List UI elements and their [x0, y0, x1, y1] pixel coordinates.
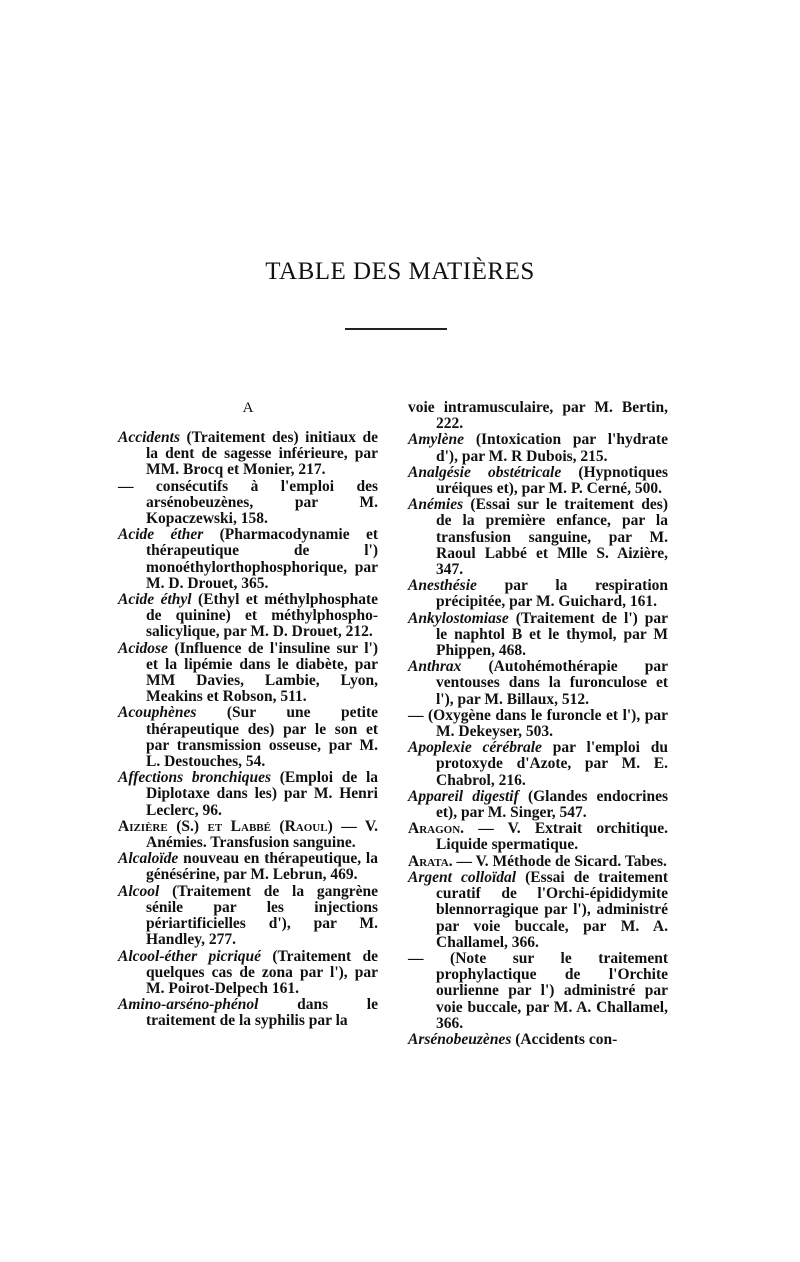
entry-keyword: Ankylostomiase: [408, 609, 509, 627]
entry-text: (Ethyl et méthylphosphate de quinine) et méthylphospho-salicylique, par M. D. Drouet, 212.: [146, 591, 378, 641]
index-entry: [408, 870, 668, 951]
entry-text: (Pharmacodynamie et thérapeutique de l') monoéthylorthophosphorique, par M. D. Drouet, 365.: [146, 526, 378, 592]
index-entry: [408, 1032, 668, 1048]
entry-text: — V. Extrait orchitique. Liquide spermatique.: [436, 820, 668, 854]
index-entry: [408, 708, 668, 740]
entry-text: voie intramusculaire, par M. Bertin, 222.: [408, 399, 668, 433]
entry-keyword: Anémies: [408, 496, 464, 514]
entry-keyword: Alcool-éther picriqué: [118, 947, 262, 965]
index-entry: [408, 821, 668, 853]
index-entry: [408, 951, 668, 1032]
entry-keyword: Accidents: [118, 429, 180, 446]
entry-text: (Traitement de quelques cas de zona par l'), par M. Poirot-Delpech 161.: [146, 947, 378, 997]
entry-keyword: Alcool: [118, 882, 160, 900]
entry-text: (Sur une petite thérapeutique des) par le son et par transmission osseuse, par M. L. Destouches, 54.: [146, 704, 378, 771]
entry-keyword: Anthrax: [408, 658, 462, 676]
entry-text: (Essai de traitement curatif de l'Orchi-épididymite blennorragique par l'), administré par voie buccale, par M. A. Challamel, 366.: [436, 868, 668, 951]
left-column: [118, 400, 378, 1030]
entry-keyword: Affections bronchiques: [118, 769, 272, 787]
entry-text: par l'emploi du protoxyde d'Azote, par M. E. Chabrol, 216.: [436, 739, 668, 789]
index-entry: [118, 430, 378, 479]
index-entry: [118, 851, 378, 883]
section-letter: A: [242, 400, 254, 416]
entry-text: — consécutifs à l'emploi des arsénobeuzènes, par M. Kopaczewski, 158.: [118, 477, 378, 528]
entry-text: — (Oxygène dans le furoncle et l'), par M. Dekeyser, 503.: [408, 706, 668, 741]
entry-text: par la respiration précipitée, par M. Guichard, 161.: [436, 577, 668, 611]
entry-keyword: Amino-arséno-phénol: [118, 996, 259, 1014]
entry-text: (Hypnotiques uréiques et), par M. P. Cerné, 500.: [436, 463, 668, 498]
entry-keyword: Appareil digestif: [408, 787, 519, 805]
entry-keyword: Alcaloïde: [118, 850, 179, 868]
index-entry: [408, 497, 668, 578]
index-entry: [118, 770, 378, 819]
entry-keyword: Apoplexie cérébrale: [408, 739, 542, 757]
right-column: [408, 400, 668, 1048]
entry-keyword: Acide éthyl: [118, 591, 192, 609]
entry-keyword: Acidose: [118, 639, 168, 657]
index-entry: [408, 740, 668, 789]
index-entry: [118, 592, 378, 641]
entry-keyword: Anesthésie: [408, 577, 477, 595]
entry-text: (Emploi de la Diplotaxe dans les) par M. Henri Leclerc, 96.: [146, 769, 378, 819]
entry-text: (Influence de l'insuline sur l') et la lipémie dans le diabète, par MM Davies, Lambie, Lyon, Meakins et Robson, 511.: [146, 639, 378, 706]
entry-keyword: Acouphènes: [118, 704, 197, 722]
entry-text: (Autohémothérapie par ventouses dans la furonculose et l'), par M. Billaux, 512.: [436, 658, 668, 708]
index-entry: [408, 659, 668, 708]
entry-keyword: Acide éther: [118, 526, 204, 544]
entry-text: dans le traitement de la syphilis par la: [146, 996, 378, 1030]
entry-text: (Intoxication par l'hydrate d'), par M. R Dubois, 215.: [436, 431, 668, 465]
index-entry: [408, 789, 668, 821]
entry-text: (Glandes endocrines et), par M. Singer, 547.: [436, 787, 668, 822]
entry-author-ref: Aizière (S.) et Labbé (Raoul): [118, 817, 333, 835]
index-entry: [118, 479, 378, 528]
title-divider: [345, 328, 447, 330]
index-entry: [408, 400, 668, 432]
entry-text: (Traitement de l') par le naphtol B et le thymol, par M Phippen, 468.: [436, 609, 668, 660]
entry-text: (Accidents con-: [511, 1030, 618, 1048]
index-entry: [408, 578, 668, 610]
entry-author-ref: Aragon.: [408, 820, 465, 838]
entry-text: nouveau en thérapeutique, la génésérine, par M. Lebrun, 469.: [146, 850, 378, 884]
entry-text: — V. Méthode de Sicard. Tabes.: [452, 852, 667, 870]
entry-keyword: Amylène: [408, 431, 464, 449]
index-entry: [118, 819, 378, 851]
index-entry: [118, 949, 378, 998]
entry-keyword: Analgésie obstétricale: [408, 463, 562, 481]
index-entry: [118, 527, 378, 592]
entry-keyword: Argent colloïdal: [408, 868, 517, 886]
entry-text: (Essai sur le traitement des) de la première enfance, par la transfusion sanguine, par M. Raoul Labbé et Mlle S. Aizière, 347.: [436, 496, 668, 579]
index-entry: [408, 854, 668, 870]
entry-author-ref: Arata.: [408, 852, 453, 870]
index-entry: [118, 997, 378, 1029]
index-entry: [408, 611, 668, 660]
index-entry: [118, 884, 378, 949]
index-entry: [408, 465, 668, 497]
index-entry: [408, 432, 668, 464]
index-entry: [118, 705, 378, 770]
entry-keyword: Arsénobeuzènes: [408, 1030, 512, 1048]
entry-text: (Traitement de la gangrène sénile par les injections périartificielles d'), par M. Handley, 277.: [146, 882, 378, 949]
index-entry: [118, 641, 378, 706]
page-title: TABLE DES MATIÈRES: [265, 258, 535, 285]
entry-text: — (Note sur le traitement prophylactique de l'Orchite ourlienne par l') administré par voie buccale, par M. A. Challamel, 366.: [408, 949, 668, 1032]
entry-text: — V. Anémies. Transfusion sanguine.: [146, 817, 378, 852]
entry-text: (Traitement des) initiaux de la dent de sagesse inférieure, par MM. Brocq et Monier, 217.: [146, 429, 378, 479]
